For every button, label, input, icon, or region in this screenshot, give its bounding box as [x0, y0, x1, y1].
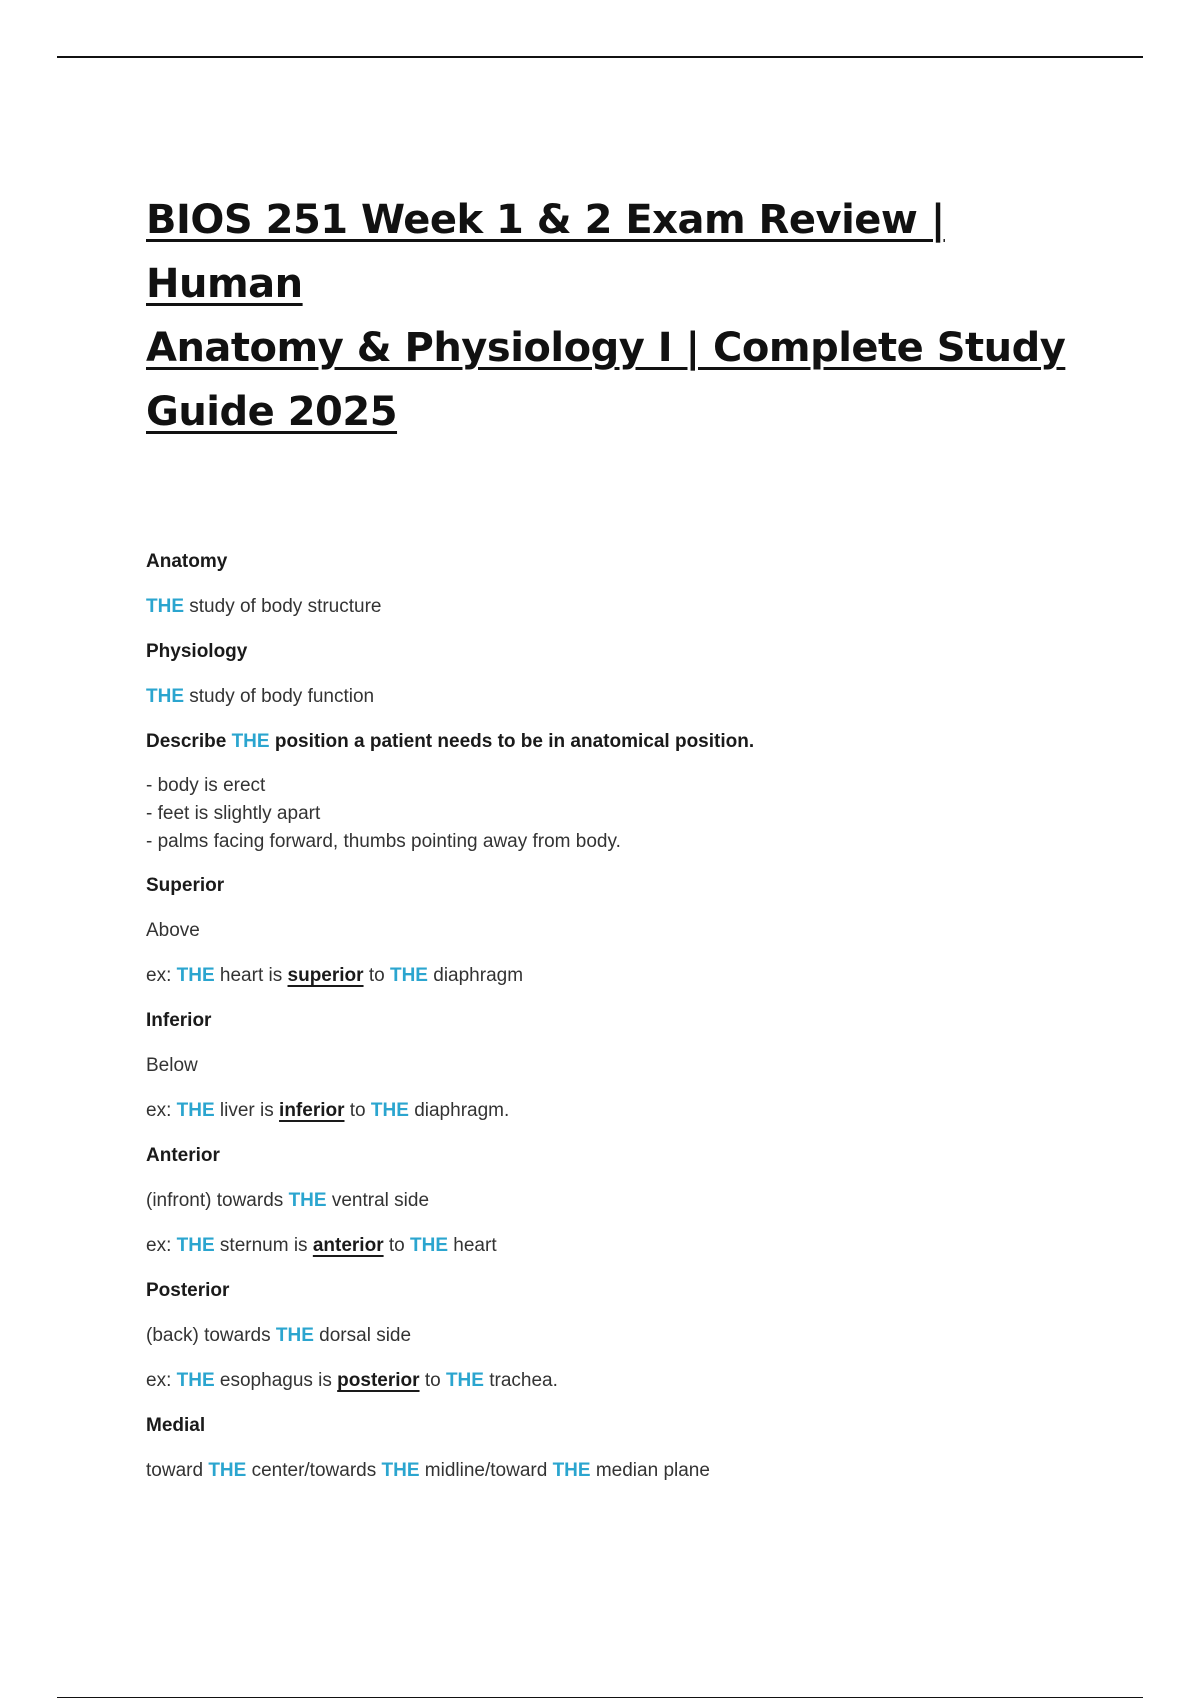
- example-inferior: ex: THE liver is inferior to THE diaphragm.: [146, 1100, 510, 1121]
- term-physiology: Physiology: [146, 641, 248, 662]
- keyword-posterior: posterior: [337, 1370, 420, 1391]
- document-title: [146, 188, 1086, 444]
- document-page: [146, 188, 1086, 1483]
- term-superior: Superior: [146, 875, 225, 896]
- example-posterior: ex: THE esophagus is posterior to THE trachea.: [146, 1370, 558, 1391]
- header-rule: [57, 56, 1143, 58]
- flashcard-content: [146, 550, 1086, 1483]
- definition-medial: toward THE center/towards THE midline/toward THE median plane: [146, 1460, 710, 1481]
- example-anterior: ex: THE sternum is anterior to THE heart: [146, 1235, 497, 1256]
- list-item: - palms facing forward, thumbs pointing away from body.: [146, 831, 621, 852]
- definition-inferior: Below: [146, 1055, 198, 1076]
- term-posterior: Posterior: [146, 1280, 230, 1301]
- term-inferior: Inferior: [146, 1010, 212, 1031]
- term-medial: Medial: [146, 1415, 206, 1436]
- list-item: - feet is slightly apart: [146, 803, 321, 824]
- term-anatomical-position: Describe THE position a patient needs to be in anatomical position.: [146, 731, 755, 752]
- definition-anatomical-position: [146, 772, 1086, 856]
- highlight-the: THE: [231, 731, 270, 752]
- definition-posterior: (back) towards THE dorsal side: [146, 1325, 412, 1346]
- list-item: - body is erect: [146, 775, 266, 796]
- definition-superior: Above: [146, 920, 200, 941]
- definition-physiology: THE study of body function: [146, 686, 375, 707]
- term-anatomy: Anatomy: [146, 551, 228, 572]
- definition-anterior: (infront) towards THE ventral side: [146, 1190, 430, 1211]
- title-line-2: Anatomy & Physiology I | Complete Study: [146, 325, 1066, 371]
- highlight-the: THE: [146, 686, 184, 707]
- title-line-1: BIOS 251 Week 1 & 2 Exam Review | Human: [146, 197, 945, 307]
- example-superior: ex: THE heart is superior to THE diaphragm: [146, 965, 524, 986]
- highlight-the: THE: [146, 596, 184, 617]
- footer-rule: [57, 1697, 1143, 1698]
- definition-anatomy: THE study of body structure: [146, 596, 382, 617]
- keyword-superior: superior: [287, 965, 364, 986]
- keyword-inferior: inferior: [279, 1100, 345, 1121]
- title-line-3: Guide 2025: [146, 389, 398, 435]
- keyword-anterior: anterior: [312, 1235, 384, 1256]
- term-anterior: Anterior: [146, 1145, 220, 1166]
